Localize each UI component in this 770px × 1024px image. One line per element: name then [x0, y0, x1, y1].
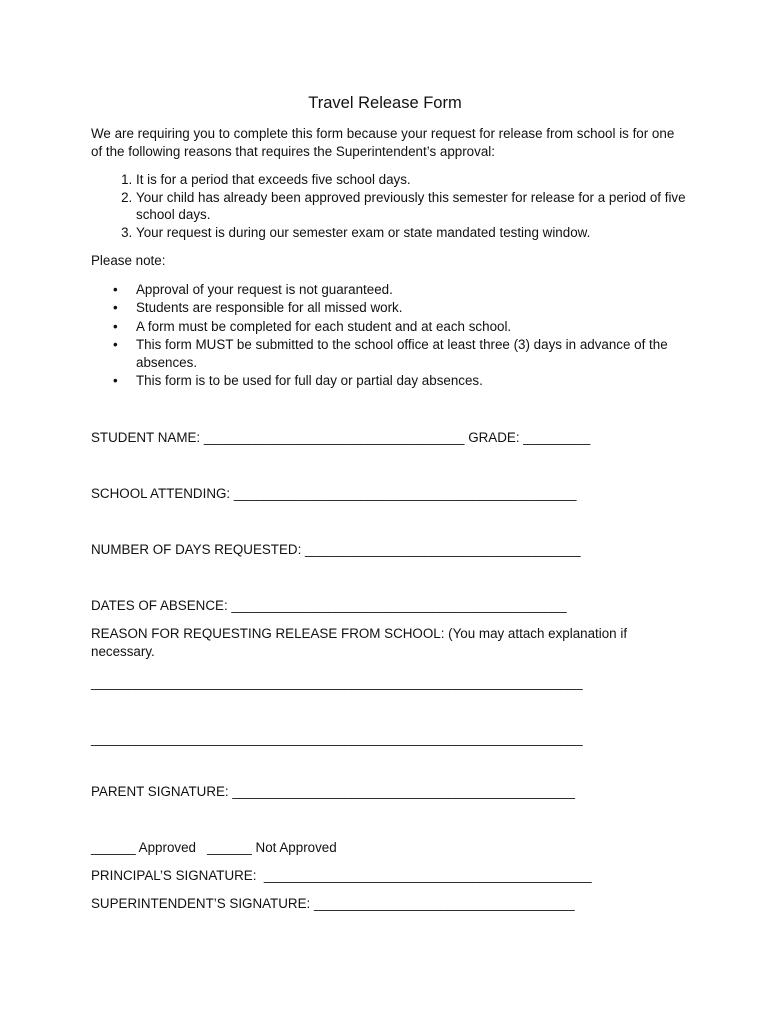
- note-text: This form MUST be submitted to the school office at least three (3) days in advance of the absences.: [136, 336, 668, 371]
- reason-item: 1. It is for a period that exceeds five school days.: [136, 171, 726, 189]
- bullet-icon: •: [113, 373, 118, 389]
- note-label: Please note:: [91, 253, 166, 268]
- approval-field[interactable]: ______ Approved ______ Not Approved: [91, 840, 337, 855]
- note-text: Students are responsible for all missed work.: [136, 300, 403, 316]
- bullet-icon: •: [113, 300, 118, 316]
- school-attending-field[interactable]: SCHOOL ATTENDING: ______________________________________________: [91, 486, 577, 501]
- student-name-field[interactable]: STUDENT NAME: ___________________________________ GRADE: _________: [91, 430, 591, 445]
- bullet-icon: •: [113, 318, 118, 334]
- reason-item: 3. Your request is during our semester exam or state mandated testing window.: [136, 224, 726, 242]
- note-item: [113, 318, 726, 336]
- note-text: A form must be completed for each student and at each school.: [136, 318, 512, 334]
- reason-label: REASON FOR REQUESTING RELEASE FROM SCHOOL: (You may attach explanation if necessary.: [91, 626, 628, 659]
- note-item: [113, 372, 726, 390]
- note-item: [113, 281, 726, 299]
- intro-paragraph: We are requiring you to complete this form because your request for release from school is for one of the following reasons that requires the Superintendent’s approval:: [91, 126, 675, 159]
- notes-list: [91, 281, 726, 391]
- page-title: Travel Release Form: [308, 94, 462, 112]
- principal-signature-field[interactable]: PRINCIPAL’S SIGNATURE: ____________________________________________: [91, 868, 592, 883]
- bullet-icon: •: [113, 282, 118, 297]
- reason-item: 2. Your child has already been approved previously this semester for release for a period of five school days.: [136, 189, 726, 224]
- note-item: [113, 299, 726, 317]
- days-requested-field[interactable]: NUMBER OF DAYS REQUESTED: _____________________________________: [91, 542, 581, 557]
- note-item: [113, 336, 726, 373]
- reason-line[interactable]: __________________________________________________________________: [91, 731, 583, 746]
- parent-signature-field[interactable]: PARENT SIGNATURE: ______________________________________________: [91, 784, 575, 799]
- reason-line[interactable]: __________________________________________________________________: [91, 675, 583, 690]
- note-text: This form is to be used for full day or partial day absences.: [136, 373, 483, 389]
- reasons-list: [91, 171, 726, 241]
- superintendent-signature-field[interactable]: SUPERINTENDENT’S SIGNATURE: ___________________________________: [91, 896, 575, 911]
- bullet-icon: •: [113, 336, 118, 352]
- dates-of-absence-field[interactable]: DATES OF ABSENCE: _____________________________________________: [91, 598, 567, 613]
- note-text: Approval of your request is not guaranteed.: [136, 282, 393, 297]
